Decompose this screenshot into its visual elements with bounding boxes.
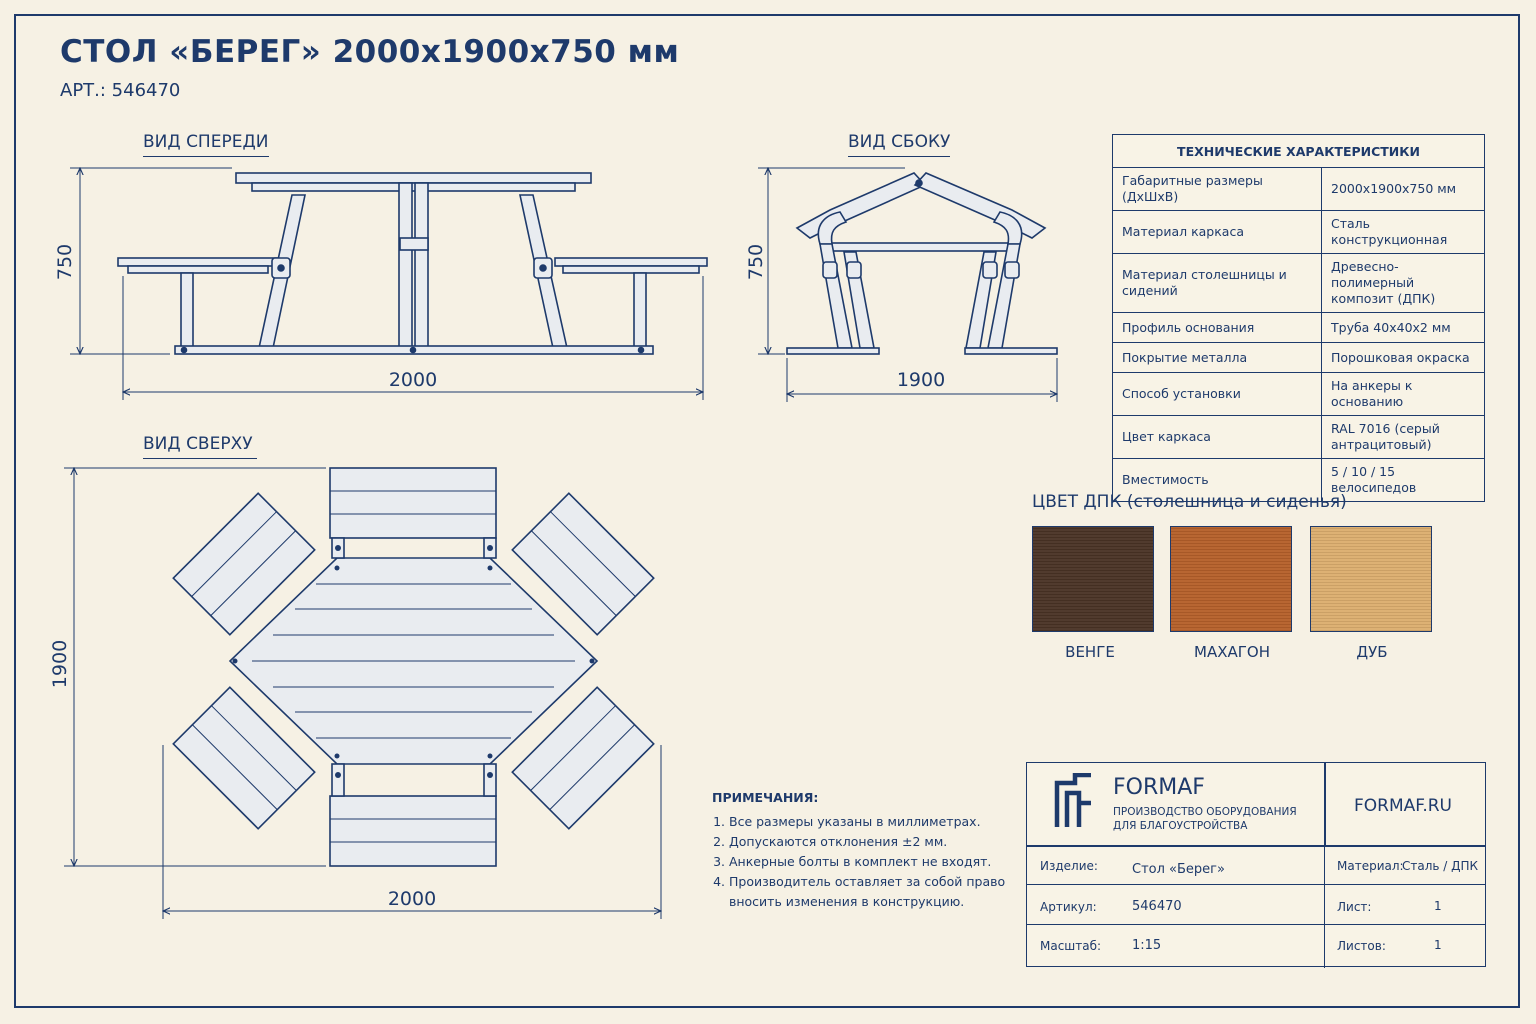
front-view	[118, 173, 707, 354]
sheet-value: 1	[1434, 899, 1442, 913]
drawing-title: СТОЛ «БЕРЕГ» 2000х1900х750 мм	[60, 34, 680, 70]
front-bolt	[182, 348, 187, 353]
side-bolt	[916, 180, 922, 186]
side-right-foot	[965, 348, 1057, 354]
table-row	[1113, 313, 1485, 343]
side-bracket	[823, 262, 837, 278]
website: FORMAF.RU	[1354, 796, 1452, 816]
front-center-post-right	[415, 183, 428, 349]
spec-value: Порошковая окраска	[1322, 343, 1485, 373]
front-center-bracket	[400, 238, 428, 250]
spec-label: Покрытие металла	[1113, 343, 1322, 373]
front-bolt	[540, 265, 546, 271]
top-width-dim: 2000	[387, 888, 437, 910]
front-bolt	[639, 348, 644, 353]
material-label: Материал:	[1337, 859, 1404, 873]
side-height-dim: 750	[745, 243, 767, 281]
brand-tagline-1: ПРОИЗВОДСТВО ОБОРУДОВАНИЯ	[1113, 806, 1297, 818]
side-view-label: ВИД СБОКУ	[848, 132, 950, 157]
front-tabletop	[236, 173, 591, 183]
side-bracket	[983, 262, 997, 278]
front-right-bench	[555, 258, 707, 266]
front-dimensions	[70, 168, 703, 400]
front-right-bench-edge	[563, 266, 699, 273]
side-view	[787, 173, 1057, 354]
specs-header: ТЕХНИЧЕСКИЕ ХАРАКТЕРИСТИКИ	[1113, 135, 1485, 168]
spec-value: Древесно-полимерный композит (ДПК)	[1322, 254, 1485, 313]
note-item: 2. Допускаются отклонения ±2 мм.	[729, 832, 1012, 852]
side-left-foot	[787, 348, 879, 354]
side-roof-left	[797, 173, 925, 238]
article-value: 546470	[1132, 899, 1182, 914]
table-row	[1113, 254, 1485, 313]
spec-label: Цвет каркаса	[1113, 416, 1322, 459]
material-value: Сталь / ДПК	[1402, 859, 1479, 873]
title-block	[1026, 762, 1486, 967]
article-label: Артикул:	[1040, 900, 1097, 914]
dpk-color-title: ЦВЕТ ДПК (столешница и сиденья)	[1032, 492, 1347, 512]
side-roof-right	[915, 173, 1045, 238]
top-view-label: ВИД СВЕРХУ	[143, 434, 257, 459]
spec-label: Материал столешницы и сидений	[1113, 254, 1322, 313]
swatch-label-oak: ДУБ	[1356, 643, 1388, 661]
spec-label: Способ установки	[1113, 373, 1322, 416]
product-label: Изделие:	[1040, 859, 1098, 873]
swatch-label-wenge: ВЕНГЕ	[1065, 643, 1115, 661]
swatch-wenge	[1032, 526, 1154, 632]
table-row	[1113, 168, 1485, 211]
table-row	[1113, 416, 1485, 459]
notes	[712, 788, 1012, 912]
side-bracket	[847, 262, 861, 278]
article-number: АРТ.: 546470	[60, 80, 181, 101]
spec-label: Вместимость	[1113, 459, 1322, 502]
front-height-dim: 750	[54, 243, 76, 281]
spec-value: 5 / 10 / 15 велосипедов	[1322, 459, 1485, 502]
swatch-mahogany	[1170, 526, 1292, 632]
note-item: 4. Производитель оставляет за собой право вносить изменения в конструкцию.	[729, 872, 1012, 912]
product-value: Стол «Берег»	[1132, 862, 1225, 877]
notes-header: ПРИМЕЧАНИЯ:	[712, 790, 819, 805]
side-width-dim: 1900	[896, 369, 946, 391]
spec-label: Материал каркаса	[1113, 211, 1322, 254]
side-tabletop	[830, 243, 1008, 251]
note-item: 1. Все размеры указаны в миллиметрах.	[729, 812, 1012, 832]
front-bolt	[278, 265, 284, 271]
top-view	[173, 468, 653, 866]
spec-value: На анкеры к основанию	[1322, 373, 1485, 416]
table-row	[1113, 343, 1485, 373]
swatch-label-mahogany: МАХАГОН	[1194, 643, 1270, 661]
spec-label: Габаритные размеры (ДхШхВ)	[1113, 168, 1322, 211]
spec-value: 2000х1900х750 мм	[1322, 168, 1485, 211]
front-view-label: ВИД СПЕРЕДИ	[143, 132, 269, 157]
front-left-bench-edge	[128, 266, 268, 273]
spec-value: RAL 7016 (серый антрацитовый)	[1322, 416, 1485, 459]
scale-value: 1:15	[1132, 938, 1162, 953]
note-item: 3. Анкерные болты в комплект не входят.	[729, 852, 1012, 872]
top-height-dim: 1900	[49, 639, 71, 689]
spec-label: Профиль основания	[1113, 313, 1322, 343]
spec-value: Сталь конструкционная	[1322, 211, 1485, 254]
swatch-oak	[1310, 526, 1432, 632]
brand-name: FORMAF	[1113, 775, 1205, 800]
top-bench-north	[330, 468, 496, 558]
spec-value: Труба 40х40х2 мм	[1322, 313, 1485, 343]
front-bolt	[411, 348, 416, 353]
sheets-value: 1	[1434, 938, 1442, 952]
sheets-label: Листов:	[1337, 939, 1386, 953]
formaf-logo-icon	[1053, 773, 1095, 831]
top-bench-south	[330, 764, 496, 866]
side-bracket	[1005, 262, 1019, 278]
sheet-label: Лист:	[1337, 900, 1372, 914]
front-width-dim: 2000	[388, 369, 438, 391]
front-left-bench	[118, 258, 278, 266]
table-row	[1113, 373, 1485, 416]
specs-table	[1112, 134, 1485, 502]
front-center-post-left	[399, 183, 412, 349]
front-left-bench-leg	[181, 273, 193, 348]
brand-tagline-2: ДЛЯ БЛАГОУСТРОЙСТВА	[1113, 820, 1248, 832]
front-right-bench-leg	[634, 273, 646, 348]
scale-label: Масштаб:	[1040, 939, 1102, 953]
front-tabletop-underside	[252, 183, 575, 191]
table-row	[1113, 211, 1485, 254]
